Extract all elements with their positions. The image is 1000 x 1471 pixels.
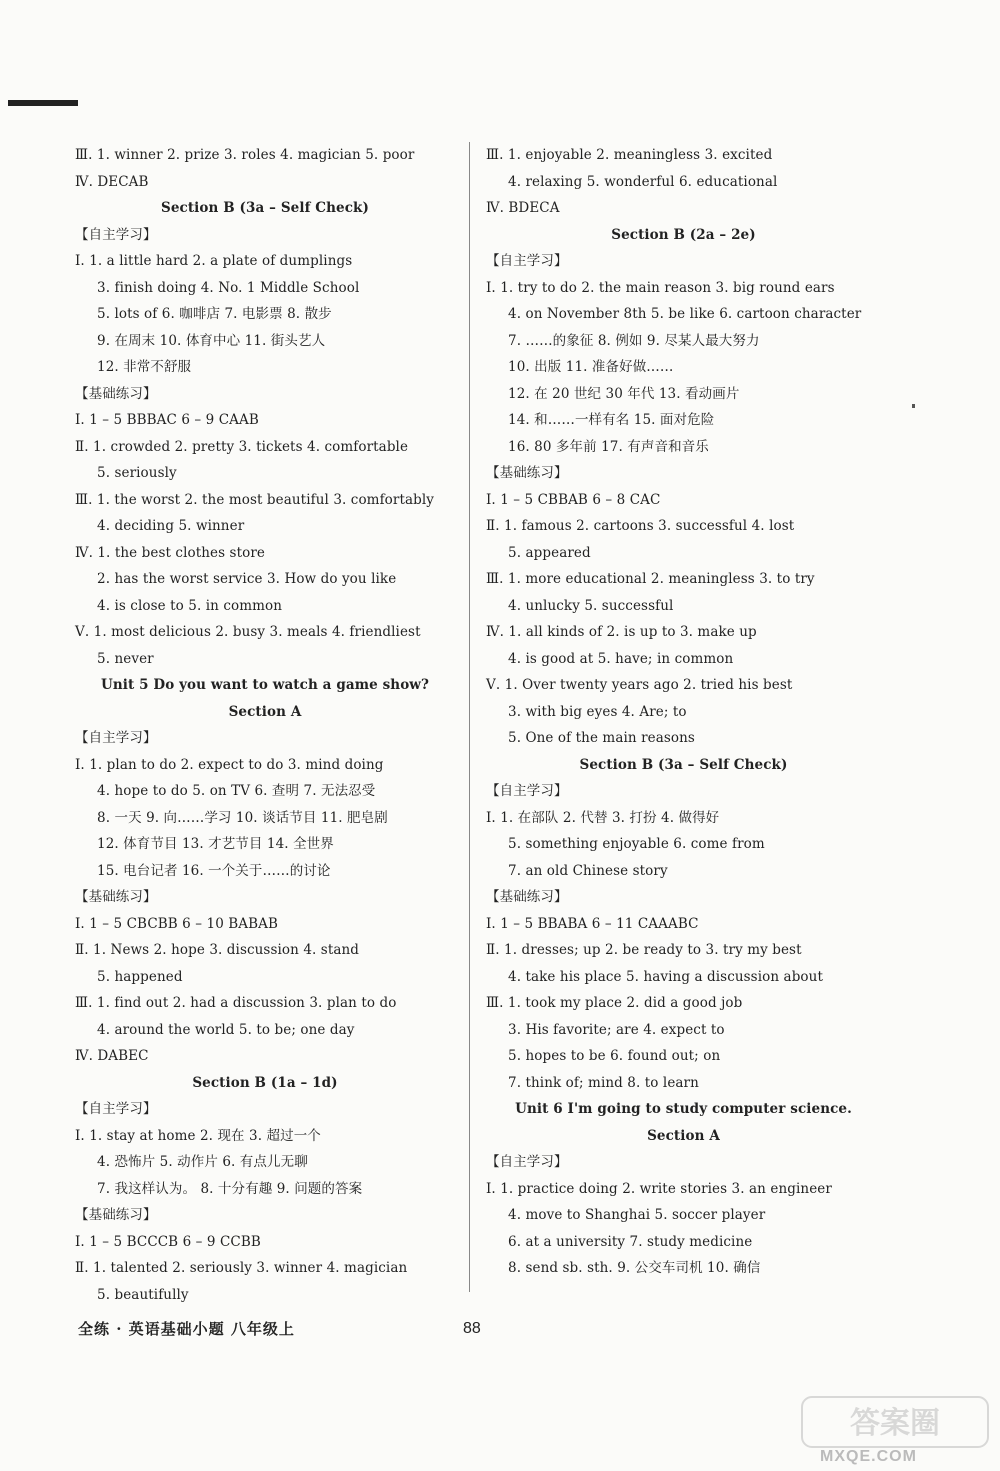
left-line: Ⅰ. 1 – 5 CBCBB 6 – 10 BABAB <box>75 915 279 932</box>
column-divider <box>469 142 470 1292</box>
left-line: Ⅳ. DECAB <box>75 173 149 190</box>
right-line: 【自主学习】 <box>486 1154 568 1170</box>
left-line: 4. deciding 5. winner <box>97 518 245 534</box>
right-line: 4. relaxing 5. wonderful 6. educational <box>508 173 778 190</box>
right-line: Ⅲ. 1. enjoyable 2. meaningless 3. excited <box>486 147 773 163</box>
left-line: 【基础练习】 <box>75 889 157 905</box>
right-line: 【基础练习】 <box>486 889 568 905</box>
right-line: Ⅱ. 1. dresses; up 2. be ready to 3. try my best <box>486 942 802 958</box>
left-line: Unit 5 Do you want to watch a game show? <box>100 677 430 693</box>
left-line: 5. beautifully <box>97 1286 189 1303</box>
right-line: 3. His favorite; are 4. expect to <box>508 1021 725 1038</box>
left-line: 7. 我这样认为。 8. 十分有趣 9. 问题的答案 <box>97 1180 363 1197</box>
header-rule <box>8 100 78 106</box>
answer-column-right <box>486 142 881 1282</box>
left-line: 2. has the worst service 3. How do you like <box>97 571 397 587</box>
right-line: Unit 6 I'm going to study computer science. <box>515 1101 852 1117</box>
scan-speck <box>912 404 915 408</box>
left-line: 8. 一天 9. 向……学习 10. 谈话节目 11. 肥皂剧 <box>97 809 388 826</box>
left-line: Ⅰ. 1 – 5 BBBAC 6 – 9 CAAB <box>75 412 259 428</box>
right-line: 10. 出版 11. 准备好做…… <box>508 359 674 375</box>
left-line: 5. happened <box>97 968 183 985</box>
right-line: 7. ……的象征 8. 例如 9. 尽某人最大努力 <box>508 332 760 349</box>
right-line: 4. unlucky 5. successful <box>508 597 674 614</box>
right-line: 【自主学习】 <box>486 253 568 269</box>
left-line: Ⅲ. 1. the worst 2. the most beautiful 3. comfortably <box>75 491 435 508</box>
right-line: Ⅰ. 1. 在部队 2. 代替 3. 打扮 4. 做得好 <box>486 809 720 826</box>
right-line: 4. take his place 5. having a discussion about <box>508 968 823 985</box>
left-line: 【基础练习】 <box>75 385 157 402</box>
left-line: Ⅱ. 1. talented 2. seriously 3. winner 4. magician <box>75 1260 408 1276</box>
left-line: 12. 体育节目 13. 才艺节目 14. 全世界 <box>97 836 334 852</box>
left-line: 4. is close to 5. in common <box>97 597 283 614</box>
left-line: Section B (1a – 1d) <box>192 1074 338 1091</box>
right-line: 4. move to Shanghai 5. soccer player <box>508 1207 766 1223</box>
watermark-site: MXQE.COM <box>820 1448 917 1465</box>
left-line: Ⅳ. 1. the best clothes store <box>75 544 265 561</box>
left-line: 【自主学习】 <box>75 1101 157 1117</box>
right-line: Section B (3a – Self Check) <box>579 756 788 773</box>
right-line: Ⅰ. 1. practice doing 2. write stories 3. an engineer <box>486 1180 832 1197</box>
left-line: Ⅰ. 1. plan to do 2. expect to do 3. mind doing <box>75 756 384 773</box>
left-line: 12. 非常不舒服 <box>97 359 192 375</box>
left-line: Ⅱ. 1. crowded 2. pretty 3. tickets 4. comfortable <box>75 438 409 455</box>
left-line: Ⅰ. 1. a little hard 2. a plate of dumplings <box>75 253 353 269</box>
right-line: Ⅰ. 1. try to do 2. the main reason 3. big round ears <box>486 279 835 296</box>
right-line: 【自主学习】 <box>486 783 568 799</box>
right-line: 4. is good at 5. have; in common <box>508 650 734 667</box>
right-line: 5. hopes to be 6. found out; on <box>508 1048 721 1064</box>
left-line: 9. 在周末 10. 体育中心 11. 街头艺人 <box>97 332 326 349</box>
right-line: 5. One of the main reasons <box>508 730 695 746</box>
left-line: 【基础练习】 <box>75 1207 157 1223</box>
left-line: 15. 电台记者 16. 一个关于……的讨论 <box>97 862 331 879</box>
right-line: Ⅳ. 1. all kinds of 2. is up to 3. make up <box>486 624 757 640</box>
right-line: 12. 在 20 世纪 30 年代 13. 看动画片 <box>508 385 740 402</box>
left-line: Ⅰ. 1 – 5 BCCCB 6 – 9 CCBB <box>75 1233 261 1250</box>
right-line: 16. 80 多年前 17. 有声音和音乐 <box>508 438 709 455</box>
right-line: 8. send sb. sth. 9. 公交车司机 10. 确信 <box>508 1260 761 1276</box>
right-line: Ⅲ. 1. took my place 2. did a good job <box>486 995 743 1011</box>
right-line: 【基础练习】 <box>486 465 568 481</box>
right-line: Ⅰ. 1 – 5 BBABA 6 – 11 CAAABC <box>486 915 699 932</box>
right-line: Ⅳ. BDECA <box>486 200 560 216</box>
book-title-footer: 全练 · 英语基础小题 八年级上 <box>78 1320 295 1338</box>
left-line: 3. finish doing 4. No. 1 Middle School <box>97 279 360 296</box>
right-line: Ⅱ. 1. famous 2. cartoons 3. successful 4. lost <box>486 518 795 534</box>
left-line: 5. lots of 6. 咖啡店 7. 电影票 8. 散步 <box>97 306 332 322</box>
right-line: 14. 和……一样有名 15. 面对危险 <box>508 412 715 428</box>
right-line: 6. at a university 7. study medicine <box>508 1233 753 1250</box>
left-line: 5. seriously <box>97 465 177 481</box>
right-line: 7. think of; mind 8. to learn <box>508 1074 699 1091</box>
right-line: Ⅰ. 1 – 5 CBBAB 6 – 8 CAC <box>486 491 661 508</box>
right-line: 3. with big eyes 4. Are; to <box>508 703 687 720</box>
left-line: Ⅴ. 1. most delicious 2. busy 3. meals 4. friendliest <box>75 624 421 640</box>
right-line: 7. an old Chinese story <box>508 862 668 879</box>
left-line: Ⅲ. 1. find out 2. had a discussion 3. plan to do <box>75 995 397 1011</box>
left-line: 4. around the world 5. to be; one day <box>97 1021 355 1038</box>
right-line: Ⅲ. 1. more educational 2. meaningless 3. to try <box>486 571 815 587</box>
left-line: 4. hope to do 5. on TV 6. 查明 7. 无法忍受 <box>97 783 376 799</box>
left-line: Ⅰ. 1. stay at home 2. 现在 3. 超过一个 <box>75 1127 321 1144</box>
answer-column-left <box>75 142 455 1308</box>
left-line: 【自主学习】 <box>75 226 157 243</box>
left-line: Section B (3a – Self Check) <box>160 200 369 216</box>
left-line: Ⅲ. 1. winner 2. prize 3. roles 4. magician 5. poor <box>75 147 415 163</box>
left-line: 【自主学习】 <box>75 730 157 746</box>
left-line: Section A <box>228 703 302 720</box>
right-line: Section A <box>647 1127 720 1144</box>
left-line: Ⅳ. DABEC <box>75 1048 149 1064</box>
right-line: 5. something enjoyable 6. come from <box>508 836 765 852</box>
right-line: 4. on November 8th 5. be like 6. cartoon character <box>508 306 862 322</box>
watermark-logo-text: 答案圈 <box>850 1406 940 1441</box>
right-line: 5. appeared <box>508 544 591 561</box>
left-line: 5. never <box>97 650 154 667</box>
left-line: 4. 恐怖片 5. 动作片 6. 有点儿无聊 <box>97 1154 308 1170</box>
page-number: 88 <box>463 1320 481 1337</box>
right-line: Section B (2a – 2e) <box>611 226 756 243</box>
right-line: Ⅴ. 1. Over twenty years ago 2. tried his best <box>486 677 793 693</box>
left-line: Ⅱ. 1. News 2. hope 3. discussion 4. stand <box>75 942 360 958</box>
